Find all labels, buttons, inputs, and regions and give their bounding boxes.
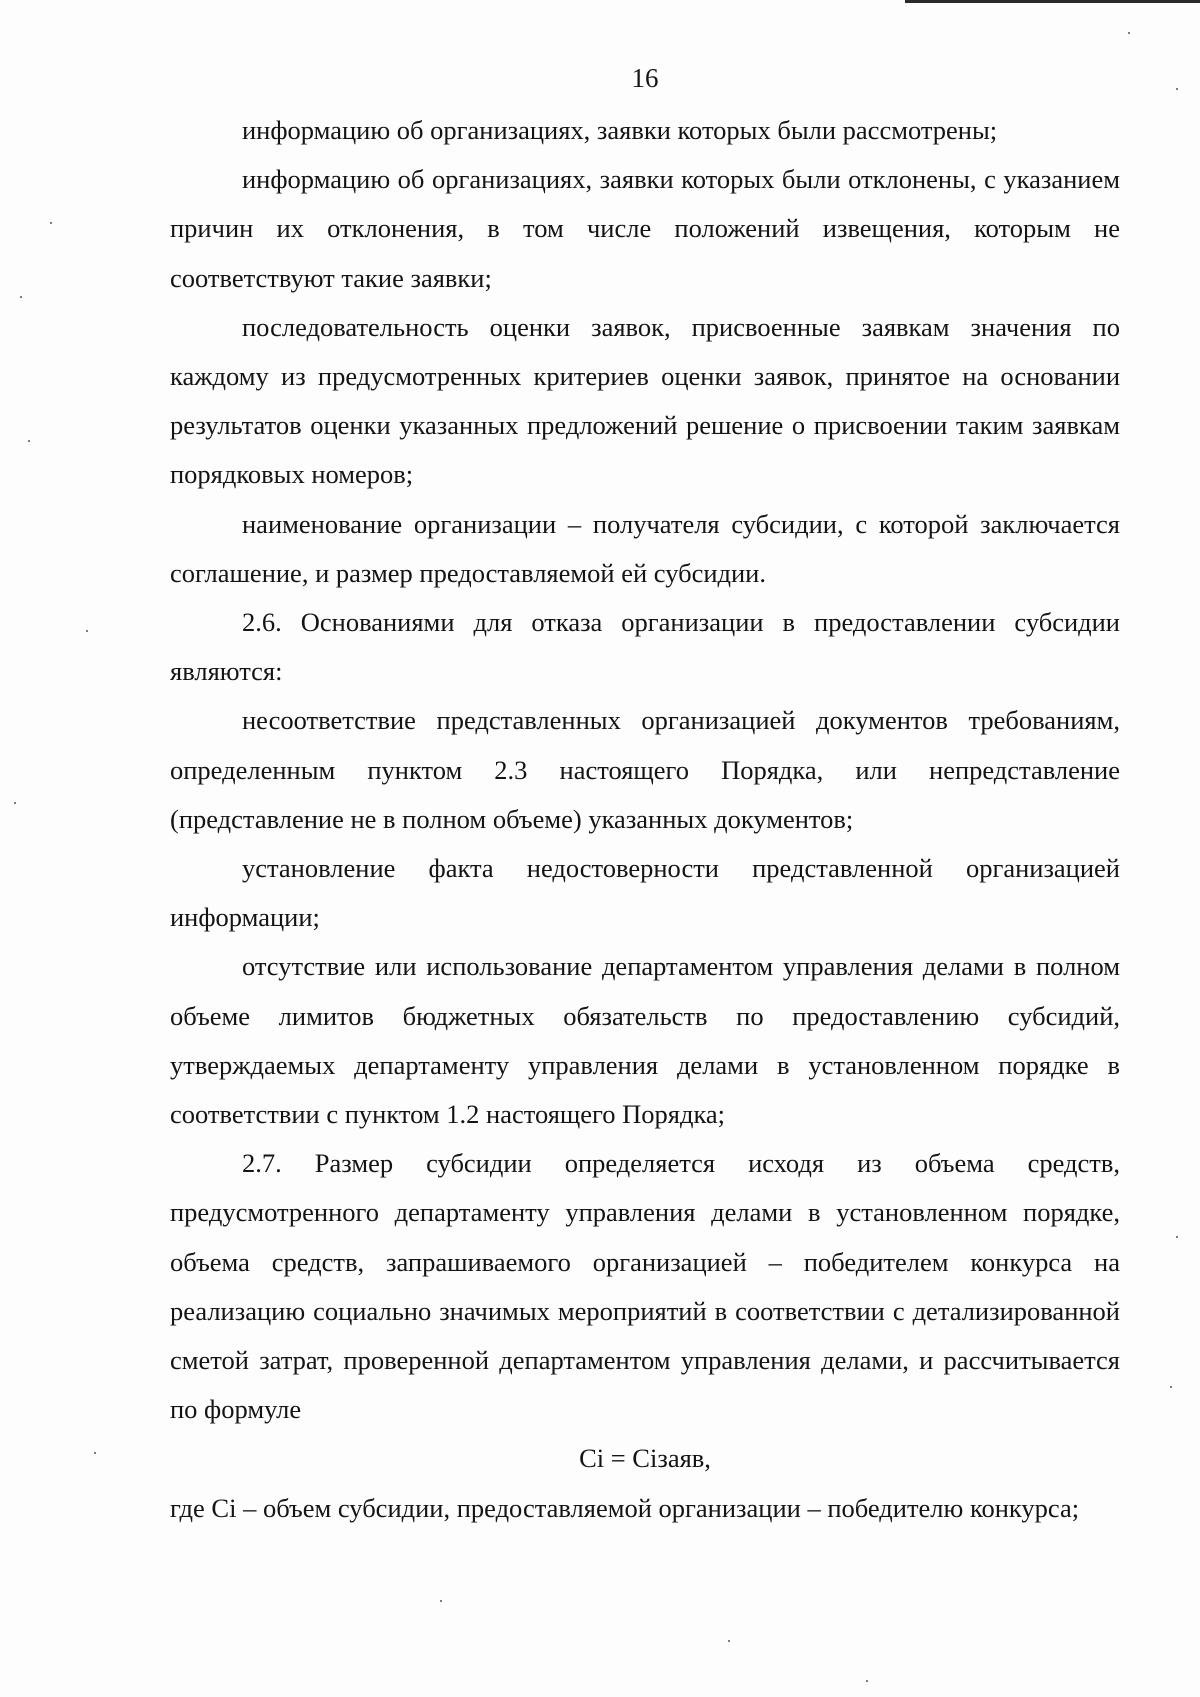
scan-speck [50, 222, 52, 224]
paragraph: 2.7. Размер субсидии определяется исходя из объема средств, предусмотренного департаменту управления делами в установленном порядке, объема средств, запрашиваемого организацией – победителем конкурса на реализацию социально значимых мероприятий в соответствии с детализированной сметой затрат, проверенной департаментом управления делами, и рассчитывается по формуле [170, 1148, 1120, 1425]
formula: Ci = Ciзаяв, [579, 1443, 711, 1474]
page-number: 16 [631, 63, 659, 93]
scan-speck [1170, 1386, 1172, 1388]
formula-definition: где Ci – объем субсидии, предоставляемой организации – победителю конкурса; [170, 1492, 1080, 1523]
paragraph: несоответствие представленных организацией документов требованиям, определенным пунктом 2.3 настоящего Порядка, или непредставление (представление не в полном объеме) указанных документов; [170, 705, 1120, 834]
top-border-line [905, 0, 1200, 3]
scan-speck [440, 1600, 442, 1602]
scan-speck [94, 1452, 96, 1454]
paragraph: информацию об организациях, заявки которых были отклонены, с указанием причин их отклонения, в том числе положений извещения, которым не соответствуют такие заявки; [170, 164, 1120, 293]
scan-speck [1176, 88, 1178, 90]
document-body [170, 106, 1120, 1533]
paragraph: отсутствие или использование департаментом управления делами в полном объеме лимитов бюджетных обязательств по предоставлению субсидий, утверждаемых департаменту управления делами в установленном порядке в соответствии с пунктом 1.2 настоящего Порядка; [170, 951, 1120, 1130]
scan-speck [866, 1680, 868, 1682]
paragraph: последовательность оценки заявок, присвоенные заявкам значения по каждому из предусмотренных критериев оценки заявок, принятое на основании результатов оценки указанных предложений решение о присвоении таким заявкам порядковых номеров; [170, 311, 1120, 490]
scan-speck [20, 296, 22, 298]
scan-speck [28, 440, 30, 442]
paragraph: 2.6. Основаниями для отказа организации в предоставлении субсидии являются: [170, 607, 1120, 687]
scan-speck [14, 802, 16, 804]
paragraph: информацию об организациях, заявки которых были рассмотрены; [242, 115, 998, 145]
paragraph: установление факта недостоверности представленной организацией информации; [170, 853, 1120, 933]
scan-speck [86, 630, 88, 632]
scan-speck [1176, 1236, 1178, 1238]
paragraph: наименование организации – получателя субсидии, с которой заключается соглашение, и размер предоставляемой ей субсидии. [170, 508, 1120, 588]
scan-speck [1128, 32, 1130, 34]
scan-speck [728, 1640, 730, 1642]
